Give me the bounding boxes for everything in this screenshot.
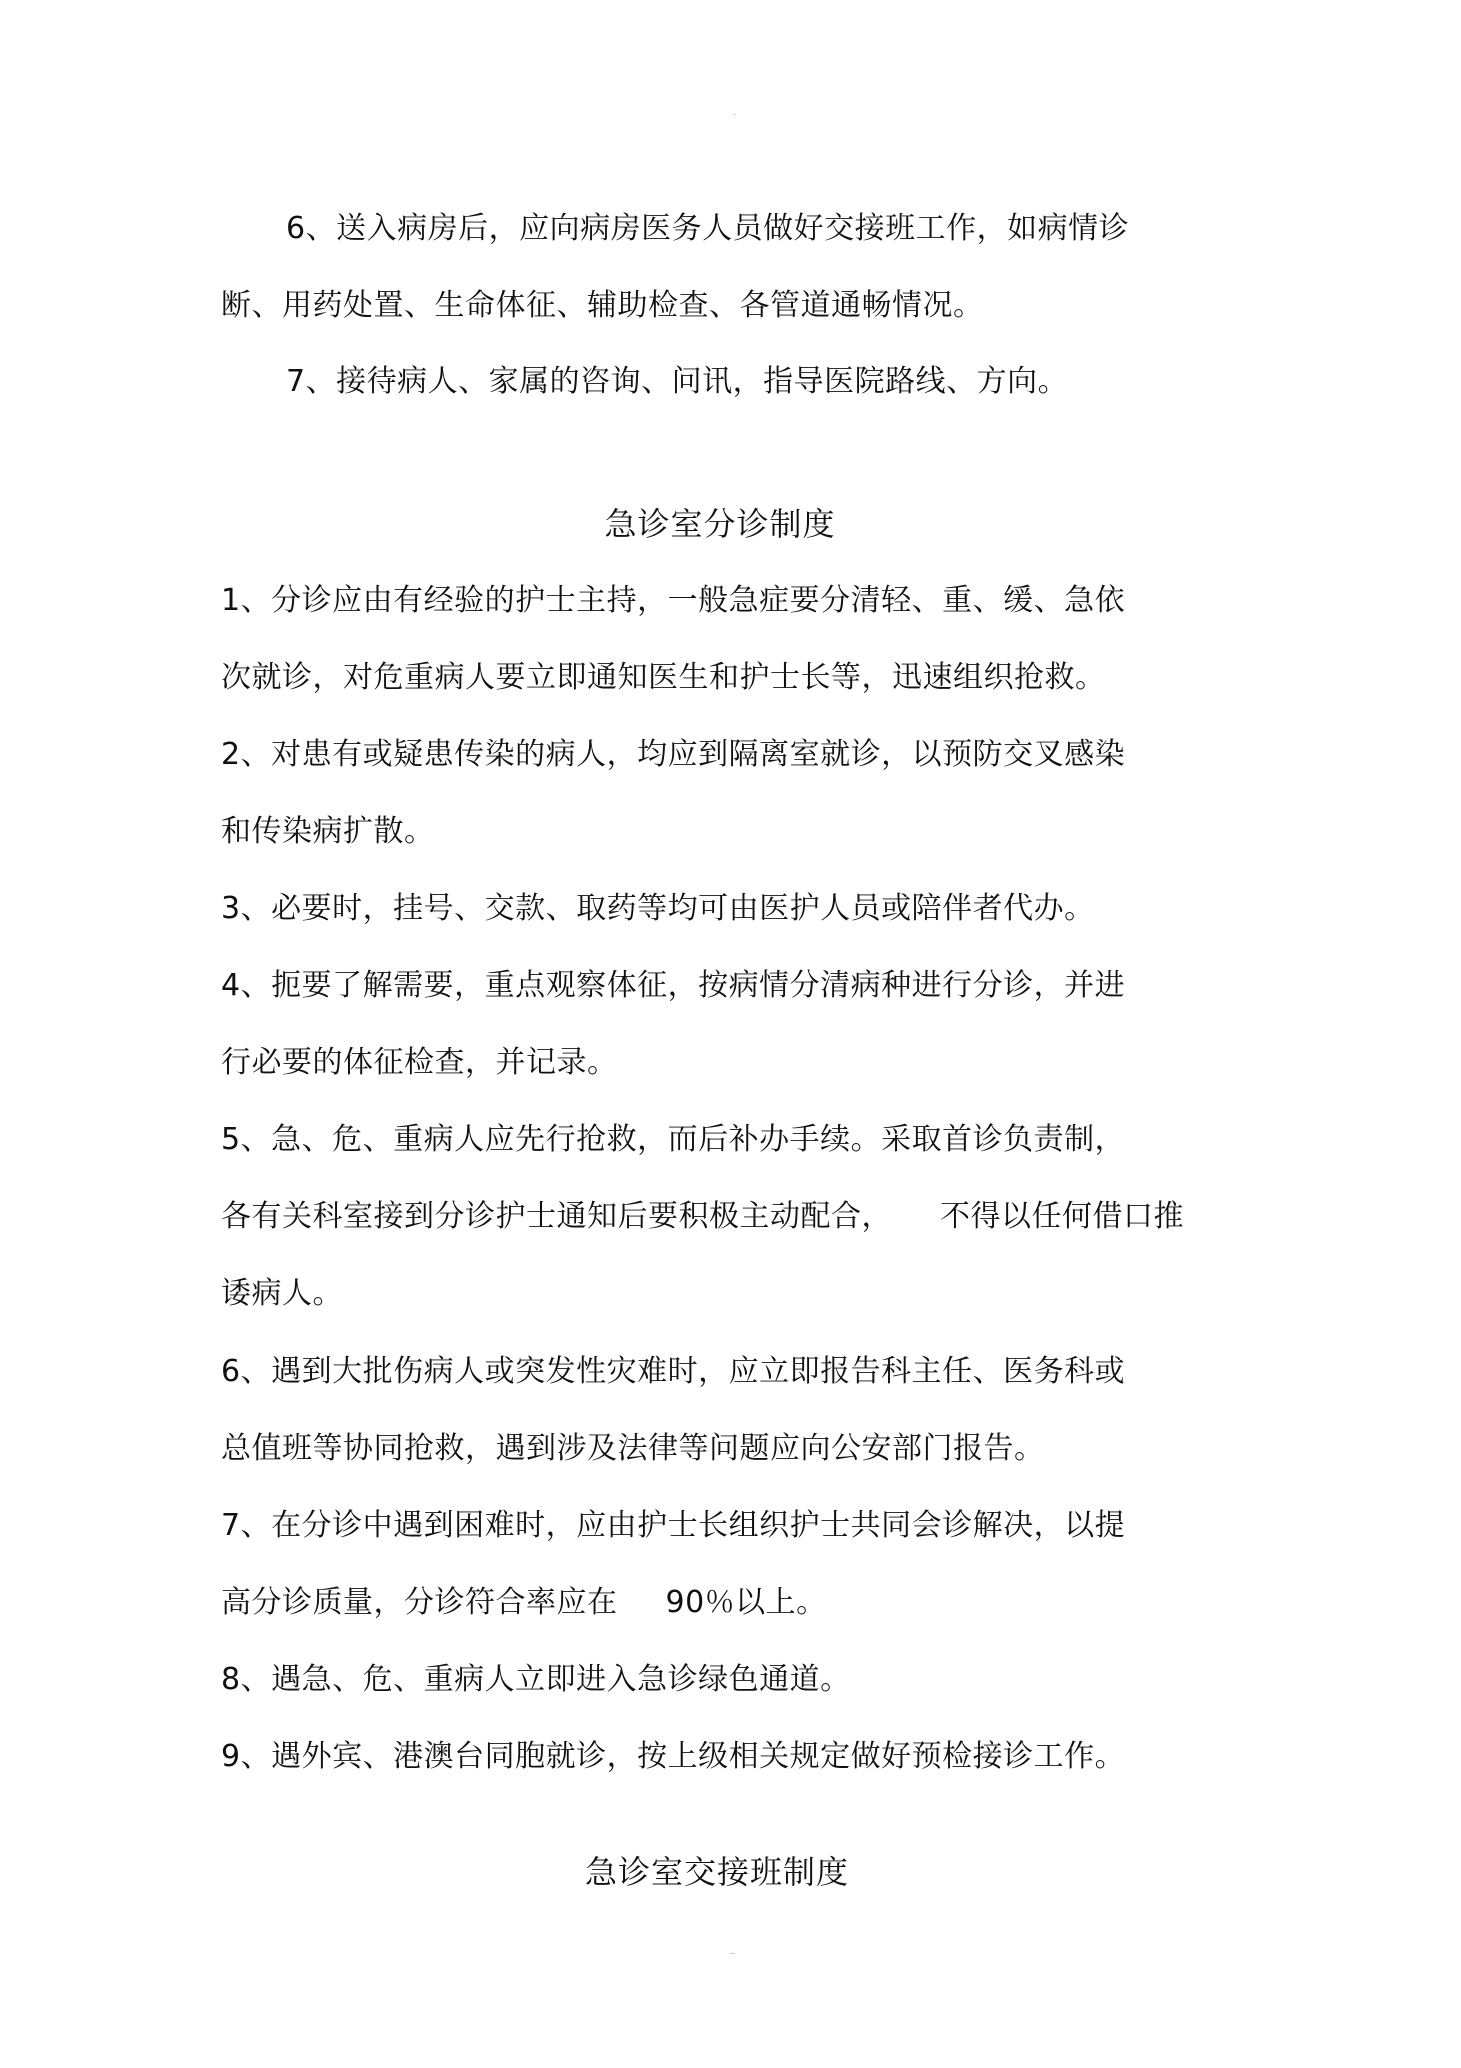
- triage-line-14: [221, 1583, 827, 1623]
- page-top-mark: .: [733, 108, 736, 117]
- triage-line-11: 6、遇到大批伤病人或突发性灾难时，应立即报告科主任、医务科或: [221, 1354, 1126, 1389]
- triage-line-2: 次就诊，对危重病人要立即通知医生和护士长等，迅速组织抢救。: [221, 660, 1106, 695]
- triage-line-14-part-1: 高分诊质量，分诊符合率应在: [221, 1585, 618, 1620]
- triage-line-5: 3、必要时，挂号、交款、取药等均可由医护人员或陪伴者代办。: [221, 891, 1095, 926]
- continued-line-1: 6、送入病房后，应向病房医务人员做好交接班工作，如病情诊: [286, 211, 1130, 246]
- triage-line-1: 1、分诊应由有经验的护士主持，一般急症要分清轻、重、缓、急依: [221, 583, 1126, 618]
- continued-line-2: 断、用药处置、生命体征、辅助检查、各管道通畅情况。: [221, 288, 984, 323]
- triage-line-9: [221, 1197, 1184, 1237]
- triage-line-3: 2、对患有或疑患传染的病人，均应到隔离室就诊，以预防交叉感染: [221, 737, 1126, 772]
- triage-line-6: 4、扼要了解需要，重点观察体征，按病情分清病种进行分诊，并进: [221, 968, 1126, 1003]
- triage-line-14-part-2: 90％以上。: [665, 1585, 827, 1620]
- page-bottom-mark: ..: [730, 1947, 736, 1956]
- triage-line-10: 诿病人。: [221, 1276, 343, 1311]
- triage-line-8: 5、急、危、重病人应先行抢救，而后补办手续。采取首诊负责制，: [221, 1122, 1126, 1157]
- triage-line-9-part-2: 不得以任何借口推: [940, 1199, 1184, 1234]
- triage-line-16: 9、遇外宾、港澳台同胞就诊，按上级相关规定做好预检接诊工作。: [221, 1739, 1126, 1774]
- triage-line-9-part-1: 各有关科室接到分诊护士通知后要积极主动配合，: [221, 1199, 892, 1234]
- section-title-triage: 急诊室分诊制度: [604, 505, 836, 543]
- section-title-handover: 急诊室交接班制度: [584, 1853, 849, 1891]
- triage-line-12: 总值班等协同抢救，遇到涉及法律等问题应向公安部门报告。: [221, 1431, 1045, 1466]
- triage-line-13: 7、在分诊中遇到困难时，应由护士长组织护士共同会诊解决，以提: [221, 1508, 1126, 1543]
- triage-line-4: 和传染病扩散。: [221, 814, 435, 849]
- triage-line-7: 行必要的体征检查，并记录。: [221, 1045, 618, 1080]
- triage-line-15: 8、遇急、危、重病人立即进入急诊绿色通道。: [221, 1662, 851, 1697]
- continued-line-3: 7、接待病人、家属的咨询、问讯，指导医院路线、方向。: [286, 364, 1069, 399]
